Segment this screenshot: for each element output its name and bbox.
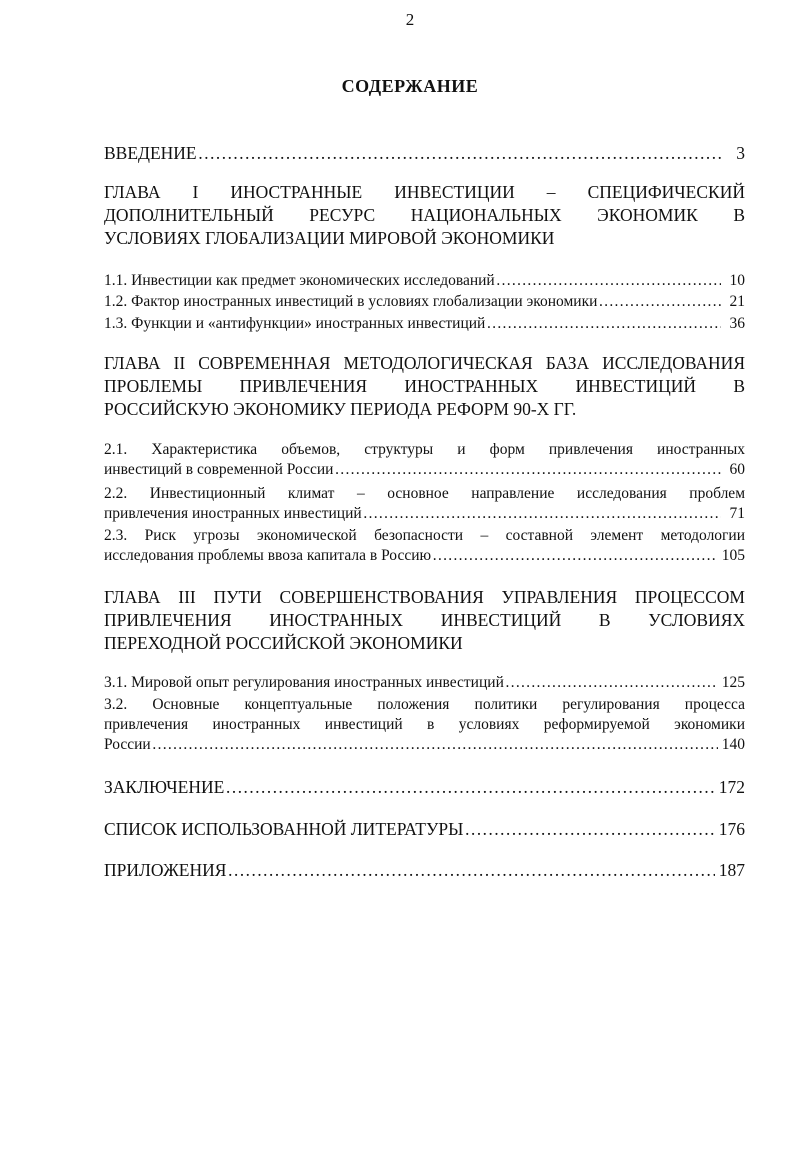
dot-leader bbox=[598, 291, 721, 313]
heading-line: ПРИВЛЕЧЕНИЯ ИНОСТРАННЫХ ИНВЕСТИЦИЙ В УСЛОВИЯХ bbox=[104, 609, 745, 630]
heading-line: ГЛАВА I ИНОСТРАННЫЕ ИНВЕСТИЦИИ – СПЕЦИФИЧЕСКИЙ bbox=[104, 182, 745, 202]
toc-entry-text: привлечения иностранных инвестиций bbox=[104, 505, 362, 523]
page-ref: 60 bbox=[729, 461, 745, 479]
dot-leader bbox=[486, 313, 721, 335]
toc-entry bbox=[104, 291, 745, 313]
heading-line: ПЕРЕХОДНОЙ РОССИЙСКОЙ ЭКОНОМИКИ bbox=[104, 632, 463, 653]
toc-entry-line bbox=[104, 734, 745, 756]
toc-entry bbox=[104, 525, 745, 567]
toc-entry-text: СПИСОК ИСПОЛЬЗОВАННОЙ ЛИТЕРАТУРЫ bbox=[104, 819, 464, 839]
page-ref: 140 bbox=[721, 736, 745, 754]
heading-line: ГЛАВА II СОВРЕМЕННАЯ МЕТОДОЛОГИЧЕСКАЯ БАЗА ИССЛЕДОВАНИЯ bbox=[104, 353, 745, 373]
page-ref: 125 bbox=[721, 674, 745, 691]
heading-line: РОССИЙСКУЮ ЭКОНОМИКУ ПЕРИОДА РЕФОРМ 90-Х ГГ. bbox=[104, 398, 577, 419]
toc-entry-line bbox=[104, 459, 745, 481]
toc-entry-line bbox=[104, 142, 745, 166]
heading-line: ДОПОЛНИТЕЛЬНЫЙ РЕСУРС НАЦИОНАЛЬНЫХ ЭКОНОМИК В bbox=[104, 204, 745, 225]
heading-line: УСЛОВИЯХ ГЛОБАЛИЗАЦИИ МИРОВОЙ ЭКОНОМИКИ bbox=[104, 227, 555, 248]
page-ref: 172 bbox=[718, 777, 745, 797]
chapter-heading bbox=[104, 181, 745, 250]
dot-leader bbox=[464, 818, 714, 842]
dot-leader bbox=[198, 142, 721, 166]
heading-line: ГЛАВА III ПУТИ СОВЕРШЕНСТВОВАНИЯ УПРАВЛЕНИЯ ПРОЦЕССОМ bbox=[104, 587, 745, 607]
toc-entry bbox=[104, 483, 745, 525]
toc-entry-text: инвестиций в современной России bbox=[104, 461, 334, 479]
chapter-heading bbox=[104, 352, 745, 421]
page-ref: 21 bbox=[729, 293, 745, 310]
toc-entry bbox=[104, 270, 745, 292]
toc-entry-text: ЗАКЛЮЧЕНИЕ bbox=[104, 777, 225, 797]
toc-entry bbox=[104, 818, 745, 842]
toc-entry-line: 2.2. Инвестиционный климат – основное направление исследования проблем bbox=[104, 485, 745, 502]
toc-entry bbox=[104, 439, 745, 481]
toc-entry bbox=[104, 694, 745, 756]
toc-entry-line bbox=[104, 545, 745, 567]
heading-line: ПРОБЛЕМЫ ПРИВЛЕЧЕНИЯ ИНОСТРАННЫХ ИНВЕСТИЦИЙ В bbox=[104, 375, 745, 396]
toc-entry-text: 3.1. Мировой опыт регулирования иностранных инвестиций bbox=[104, 674, 504, 691]
toc-entry-line bbox=[104, 503, 745, 525]
toc-entry-line bbox=[104, 291, 745, 313]
toc-entry bbox=[104, 672, 745, 694]
toc-entry-text: 1.3. Функции и «антифункции» иностранных инвестиций bbox=[104, 315, 486, 332]
toc-entry-line bbox=[104, 818, 745, 842]
toc-entry-text: 1.1. Инвестиции как предмет экономических исследований bbox=[104, 272, 495, 289]
toc-entry-line: привлечения иностранных инвестиций в условиях реформируемой экономики bbox=[104, 716, 745, 734]
page-ref: 105 bbox=[721, 547, 745, 565]
page-title: СОДЕРЖАНИЕ bbox=[341, 76, 479, 96]
toc-entry-line bbox=[104, 313, 745, 335]
toc-entry-text: 1.2. Фактор иностранных инвестиций в условиях глобализации экономики bbox=[104, 293, 598, 310]
toc-entry-text: ПРИЛОЖЕНИЯ bbox=[104, 860, 227, 880]
toc-entry bbox=[104, 859, 745, 883]
dot-leader bbox=[496, 270, 721, 292]
toc-entry bbox=[104, 142, 745, 166]
toc-entry-line: 2.1. Характеристика объемов, структуры и форм привлечения иностранных bbox=[104, 441, 745, 458]
dot-leader bbox=[334, 459, 721, 481]
page-ref: 187 bbox=[718, 860, 745, 880]
toc-entry-line bbox=[104, 776, 745, 800]
chapter-heading bbox=[104, 586, 745, 655]
toc-entry-text: ВВЕДЕНИЕ bbox=[104, 143, 197, 163]
toc-entry-line bbox=[104, 270, 745, 292]
page-number: 2 bbox=[405, 10, 415, 29]
page-ref: 10 bbox=[729, 272, 745, 289]
page-ref: 71 bbox=[729, 505, 745, 523]
toc-entry-line: 3.2. Основные концептуальные положения политики регулирования процесса bbox=[104, 696, 745, 713]
toc-entry-text: исследования проблемы ввоза капитала в Россию bbox=[104, 547, 432, 565]
dot-leader bbox=[225, 776, 714, 800]
dot-leader bbox=[227, 859, 714, 883]
dot-leader bbox=[505, 672, 718, 694]
dot-leader bbox=[152, 734, 718, 756]
page-ref: 36 bbox=[729, 315, 745, 332]
page-ref: 176 bbox=[718, 819, 745, 839]
page-ref: 3 bbox=[736, 143, 745, 163]
toc-entry-text: России bbox=[104, 736, 151, 754]
toc-entry-line: 2.3. Риск угрозы экономической безопасности – составной элемент методологии bbox=[104, 527, 745, 544]
dot-leader bbox=[363, 503, 721, 525]
toc-entry-line bbox=[104, 859, 745, 883]
toc-entry bbox=[104, 313, 745, 335]
dot-leader bbox=[432, 545, 718, 567]
toc-entry bbox=[104, 776, 745, 800]
toc-entry-line bbox=[104, 672, 745, 694]
